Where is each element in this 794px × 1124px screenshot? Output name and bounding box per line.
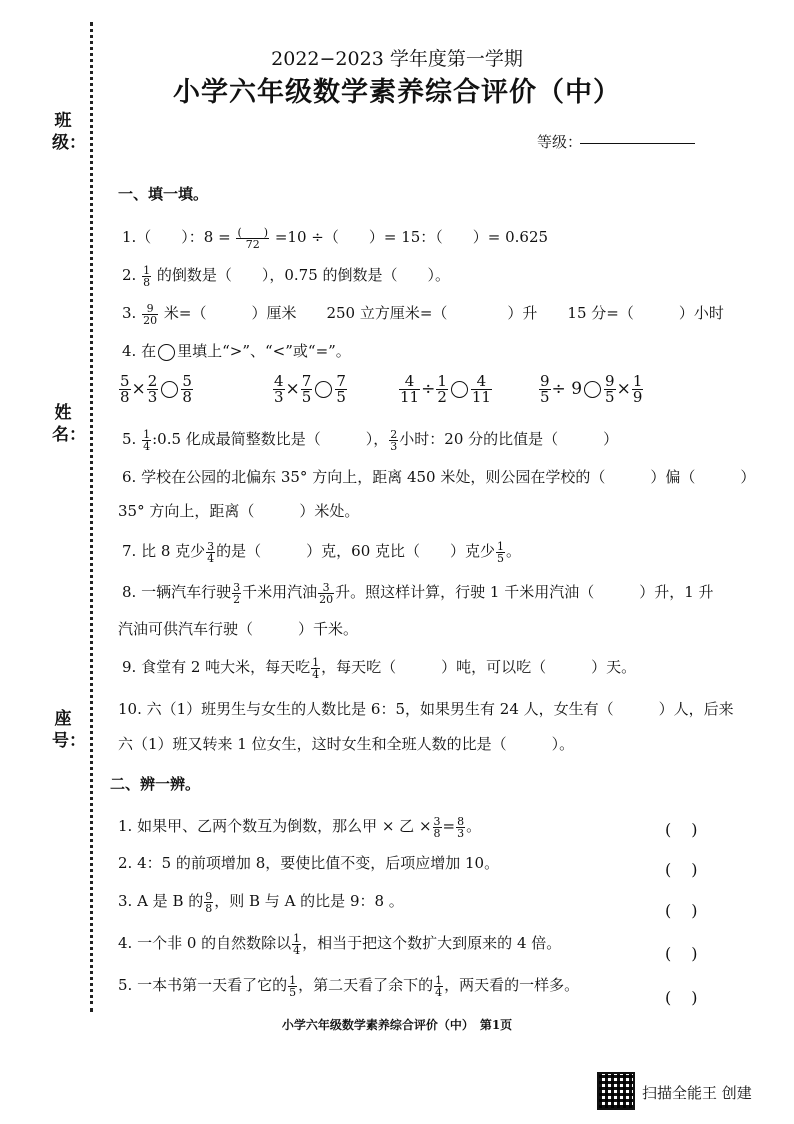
question-10-line-2: 六（1）班又转来 1 位女生，这时女生和全班人数的比是（ ）。 [118, 735, 575, 753]
question-8-line-1: 8. 一辆汽车行驶 $\frac{3}{2}$ 千米用汽油 $\frac{3}{20}$ 升。照这样计算，行驶 1 千米用汽油（ ）升，1 升 [122, 580, 714, 606]
question-6-line-2: 35° 方向上，距离（ ）米处。 [118, 502, 360, 520]
judge-answer-4[interactable]: () [665, 944, 718, 963]
grade-label: 等级： [537, 133, 583, 151]
question-6-line-1: 6. 学校在公园的北偏东 35° 方向上，距离 450 米处，则公园在学校的（ ）偏（ ） [122, 468, 756, 486]
qr-code-icon [597, 1072, 635, 1110]
question-10-line-1: 10. 六（1）班男生与女生的人数比是 6：5，如果男生有 24 人，女生有（ ）人，后来 [118, 700, 734, 718]
question-2: 2. $\frac{1}{8}$ 的倒数是（ ），0.75 的倒数是（ ）。 [122, 263, 451, 289]
question-3: 3. $\frac{9}{20}$ 米=（ ）厘米 250 立方厘米=（ ）升 15 分=（ ）小时 [122, 301, 724, 327]
page-footer: 小学六年级数学素养综合评价（中） 第1页 [281, 1018, 513, 1032]
class-label: 班级： [52, 111, 86, 153]
judge-answer-3[interactable]: () [665, 901, 718, 920]
compare-circle[interactable] [315, 381, 332, 398]
question-4: 4. 在 里填上“>”、“<”或“=”。 [122, 342, 351, 360]
grade-input-line[interactable] [580, 143, 695, 144]
judge-answer-5[interactable]: () [665, 988, 718, 1007]
school-year: 2022−2023 学年度第一学期 [271, 48, 523, 70]
judge-answer-2[interactable]: () [665, 860, 718, 879]
circle-blank-icon [158, 344, 175, 361]
compare-item-3: $\frac{4}{11}$ ÷ $\frac{1}{2}$ $\frac{4}{11}$ [400, 372, 491, 406]
judge-question-5: 5. 一本书第一天看了它的 $\frac{1}{5}$ ，第二天看了余下的 $\frac{1}{4}$ ，两天看的一样多。 [118, 973, 580, 999]
section-fill-heading: 一、填一填。 [118, 185, 209, 203]
compare-circle[interactable] [451, 381, 468, 398]
question-7: 7. 比 8 克少 $\frac{3}{4}$ 的是（ ）克，60 克比（ ）克少 $\frac{1}{5}$ 。 [122, 539, 522, 565]
judge-question-1: 1. 如果甲、乙两个数互为倒数，那么甲 × 乙 × $\frac{3}{8}$ = $\frac{8}{3}$ 。 [118, 814, 482, 840]
scanner-watermark: 扫描全能王 创建 [642, 1084, 752, 1102]
question-8-line-2: 汽油可供汽车行驶（ ）千米。 [118, 620, 359, 638]
compare-circle[interactable] [161, 381, 178, 398]
section-judge-heading: 二、辨一辨。 [110, 775, 201, 793]
question-9: 9. 食堂有 2 吨大米，每天吃 $\frac{1}{4}$ ，每天吃（ ）吨，可以吃（ ）天。 [122, 655, 637, 681]
compare-item-4: $\frac{9}{5}$ ÷ 9 $\frac{9}{5}$ × $\frac{1}{9}$ [540, 372, 643, 406]
question-1: 1.（ ）：8 = $\frac{( )}{72}$ =10 ÷（ ）= 15：（ ）= 0.625 [122, 225, 549, 251]
page-title: 小学六年级数学素养综合评价（中） [173, 77, 621, 108]
judge-question-4: 4. 一个非 0 的自然数除以 $\frac{1}{4}$ ，相当于把这个数扩大到原来的 4 倍。 [118, 931, 562, 957]
judge-answer-1[interactable]: () [665, 820, 718, 839]
question-5: 5. $\frac{1}{4}$ :0.5 化成最简整数比是（ ）， $\frac{2}{3}$ 小时：20 分的比值是（ ） [122, 427, 619, 453]
seat-label: 座号： [52, 709, 86, 751]
judge-question-2: 2. 4：5 的前项增加 8，要使比值不变，后项应增加 10。 [118, 854, 500, 872]
compare-item-2: $\frac{4}{3}$ × $\frac{7}{5}$ $\frac{7}{5}$ [274, 372, 346, 406]
binding-dotted-line [90, 22, 93, 1012]
compare-item-1: $\frac{5}{8}$ × $\frac{2}{3}$ $\frac{5}{8}$ [120, 372, 192, 406]
judge-question-3: 3. A 是 B 的 $\frac{9}{8}$ ，则 B 与 A 的比是 9：8 。 [118, 889, 404, 915]
name-label: 姓名： [52, 403, 86, 445]
compare-circle[interactable] [584, 381, 601, 398]
